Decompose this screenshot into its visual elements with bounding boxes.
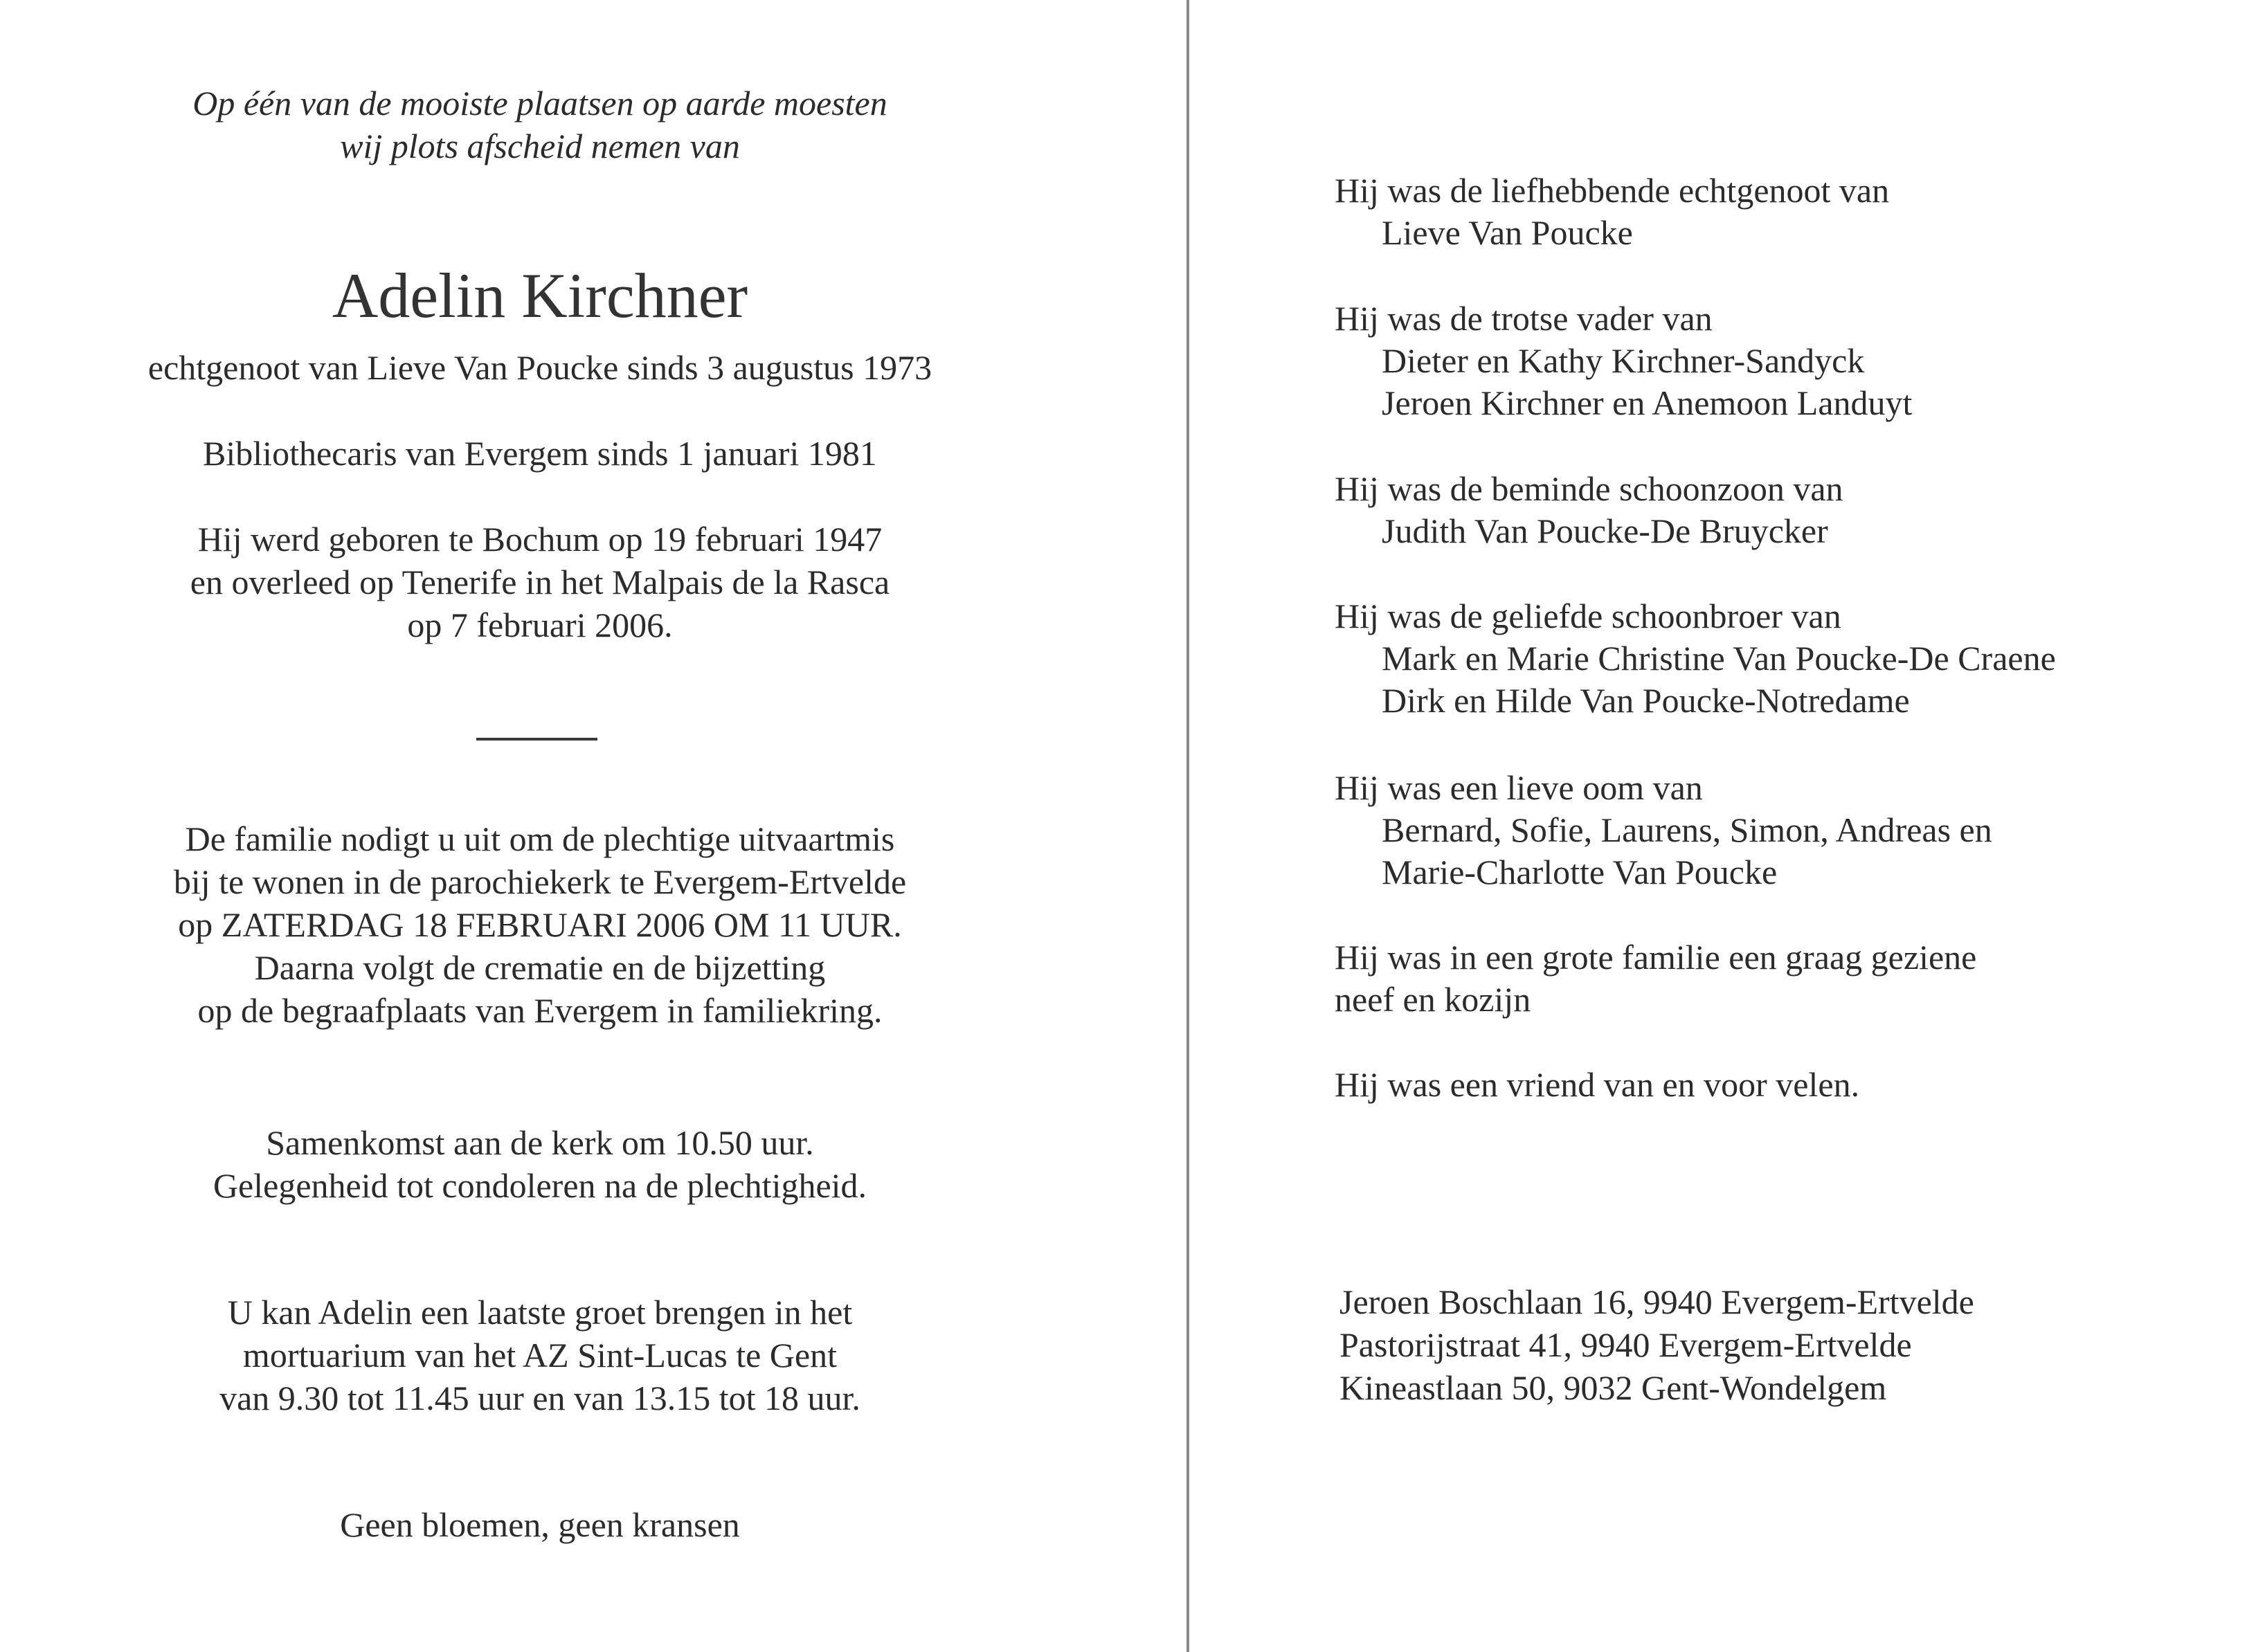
family-group-heading: Hij was een vriend van en voor velen. <box>1335 1065 1860 1104</box>
family-group-heading: Hij was de trotse vader van <box>1335 299 1713 338</box>
family-group-friends <box>1335 1064 1859 1106</box>
invitation-line: bij te wonen in de parochiekerk te Evergem-Ertvelde <box>173 862 907 901</box>
family-group-children <box>1335 298 1912 424</box>
family-member-line: Bernard, Sofie, Laurens, Simon, Andreas en <box>1382 810 1992 849</box>
address-line: Jeroen Boschlaan 16, 9940 Evergem-Ertvelde <box>1339 1282 1974 1321</box>
deceased-name: Adelin Kirchner <box>332 260 748 331</box>
birth-death-text <box>0 518 1080 646</box>
spouse-line: echtgenoot van Lieve Van Poucke sinds 3 augustus 1973 <box>147 348 932 387</box>
visitation-text <box>0 1291 1080 1419</box>
family-group-nephews-nieces <box>1335 767 1992 893</box>
invitation-line: Daarna volgt de crematie en de bijzetting <box>254 948 826 987</box>
family-group-continuation: neef en kozijn <box>1335 980 1531 1019</box>
birth-death-line: en overleed op Tenerife in het Malpais de la Rasca <box>190 563 890 601</box>
family-group-heading: Hij was in een grote familie een graag geziene <box>1335 938 1977 977</box>
family-group-spouse <box>1335 170 1889 254</box>
intro-line: wij plots afscheid nemen van <box>340 127 740 165</box>
intro-text <box>0 82 1080 167</box>
family-member-line: Marie-Charlotte Van Poucke <box>1382 853 1778 891</box>
gathering-line: Samenkomst aan de kerk om 10.50 uur. <box>266 1123 814 1162</box>
family-group-heading: Hij was de geliefde schoonbroer van <box>1335 597 1841 635</box>
family-group-heading: Hij was de liefhebbende echtgenoot van <box>1335 171 1890 210</box>
family-member-line: Dieter en Kathy Kirchner-Sandyck <box>1382 341 1865 380</box>
address-list <box>1339 1280 1974 1409</box>
visitation-line: mortuarium van het AZ Sint-Lucas te Gent <box>242 1336 838 1374</box>
family-member-line: Dirk en Hilde Van Poucke-Notredame <box>1382 681 1910 720</box>
intro-line: Op één van de mooiste plaatsen op aarde moesten <box>192 84 887 122</box>
family-group-heading: Hij was de beminde schoonzoon van <box>1335 469 1843 508</box>
gathering-text <box>0 1121 1080 1207</box>
family-member-line: Lieve Van Poucke <box>1382 213 1633 252</box>
gathering-line: Gelegenheid tot condoleren na de plechtigheid. <box>213 1166 867 1205</box>
invitation-line: op ZATERDAG 18 FEBRUARI 2006 OM 11 UUR. <box>178 905 902 944</box>
visitation-line: van 9.30 tot 11.45 uur en van 13.15 tot 18 uur. <box>219 1379 860 1417</box>
address-line: Pastorijstraat 41, 9940 Evergem-Ertvelde <box>1339 1325 1912 1364</box>
family-group-extended <box>1335 936 1976 1021</box>
birth-death-line: op 7 februari 2006. <box>407 606 673 644</box>
family-member-line: Judith Van Poucke-De Bruycker <box>1382 511 1828 550</box>
invitation-text <box>0 817 1080 1032</box>
no-flowers-note: Geen bloemen, geen kransen <box>340 1505 740 1544</box>
invitation-line: De familie nodigt u uit om de plechtige uitvaartmis <box>185 819 895 858</box>
job-line: Bibliothecaris van Evergem sinds 1 januari 1981 <box>203 434 877 473</box>
fold-line <box>1186 0 1189 1652</box>
family-member-line: Jeroen Kirchner en Anemoon Landuyt <box>1382 383 1913 422</box>
family-member-line: Mark en Marie Christine Van Poucke-De Craene <box>1382 639 2056 678</box>
family-group-heading: Hij was een lieve oom van <box>1335 768 1703 807</box>
visitation-line: U kan Adelin een laatste groet brengen in het <box>227 1293 853 1332</box>
invitation-line: op de begraafplaats van Evergem in familiekring. <box>197 991 883 1030</box>
address-line: Kineastlaan 50, 9032 Gent-Wondelgem <box>1339 1368 1887 1407</box>
separator-line <box>476 738 597 741</box>
birth-death-line: Hij werd geboren te Bochum op 19 februari 1947 <box>197 520 883 559</box>
family-group-mother-in-law <box>1335 468 1843 552</box>
family-group-in-laws <box>1335 595 2056 722</box>
